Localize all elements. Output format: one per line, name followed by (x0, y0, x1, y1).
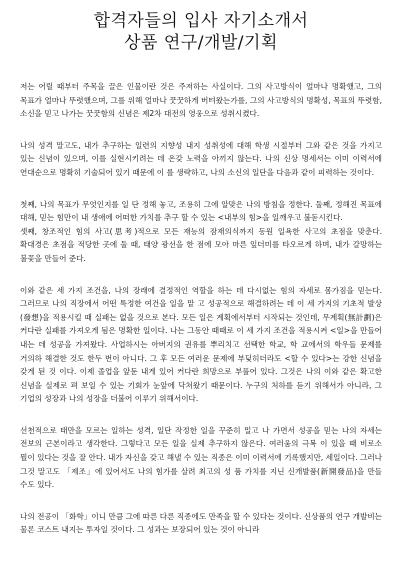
document-title: 합격자들의 입사 자기소개서 (93, 11, 309, 31)
paragraph-2: 나의 성격 말고도, 내가 추구하는 일련의 지향성 내지 성취성에 대해 학생 시절부터 그와 같은 것을 가지고 있는 신념이 있으며, 이를 실현시키려는 데 온갖 노력을 아끼지 않는다. 나의 신상 명세서는 이미 이력서에 연대순으로 명확히 기술되어 있기 때문에 이 를 생략하고, 나의 소신의 일단을 다음과 같이 피력하는 것이다. (20, 140, 382, 177)
paragraph-3: 첫째, 나의 목표가 무엇인지를 일 단 정해 놓고, 조용히 그에 알맞은 나의 방침을 정한다. 둘째, 정해진 목표에 대해, 믿는 힘만이 내 생애에 어떠한 가치를 추구 할 수 있는 <내부의 힘>을 일깨우고 불돋시킨다. (20, 199, 382, 223)
title-block (20, 10, 382, 54)
document-subtitle: 상품 연구/개발/기획 (124, 33, 278, 53)
paragraph-1: 저는 어릴 때부터 주목을 끌은 인물이란 것은 주저하는 사실이다. 그의 사고방식이 얼마나 명확했고, 그의 목표가 얼마나 뚜렷했으며, 그를 위해 얼마나 꿋꿋하게 버텨왔는가를, 그의 사고방식의 명확성, 목표의 뚜렷함, 소신을 믿고 나가는 꿋꿋함의 신념은 제2차 대전의 영웅으로 성취시켰다. (20, 82, 382, 119)
paragraph-4: 셋째, 창조적인 힘의 사고(思考)적으로 모든 재능의 잠재의식까지 동원 일욕한 사고의 초점을 맞춘다. 확대경은 초점을 적당한 곳에 둘 때, 태양 광선을 한 점에 모아 마른 잎더미를 타오르게 하며, 내가 갈망하는 불꽃을 만들어 준다. (20, 226, 382, 263)
paragraph-7: 나의 전공이 「화학」이니 만큼 그에 따른 다른 직종에도 만족을 할 수 있다는 것이다. 신상품의 연구 개발비는 물론 코스트 내지는 투자일 것이다. 그 성과는 보장되어 있는 것이 아니라 (20, 511, 382, 535)
paragraph-6: 선천적으로 태만을 모르는 일하는 성격, 일단 작정한 일을 꾸준히 밀고 나 가면서 성공을 믿는 나의 자세는 전보의 근본이라고 생각한다. 그렇다고 모든 일을 실제 추구하지 않은다. 여러움의 극복 이 있을 때 비로소 뭘이 있다는 것을 잘 안다. 내가 자신을 갖고 해낼 수 있는 직종은 이미 이력서에 기록했지만, 세일이다. 그러나 그것 말고도 「제조」에 있어서도 나의 힘가를 살려 최고의 성 품 가치를 지닌 신개발품(新開發品)을 만들 수도 있다. (20, 425, 382, 490)
paragraph-5: 이와 같은 세 가지 조건을, 나의 장래에 결정적인 역할을 하는 데 다시없는 힘의 자세로 몸가짐을 믿는다. 그러므로 나의 직장에서 어떤 특정한 여건을 일을 맡 고 성공적으로 해결하려는 데 이 세 가지의 기초적 발상(發想)을 적용시킬 때 실패는 없을 것으로 본다. 모든 일은 계획에서부터 시작되는 것인데, 무계획(無計劃)은 커다란 실패를 가져오게 됨은 명확한 일이다. 나는 그동안 때때로 이 세 가지 조건을 적용시켜 <일>을 만들어 내는 데 성공을 가져왔다. 사업하시는 아버지의 권유를 뿌리치고 선택한 학교, 학 교에서의 학우들 문제를 거의하 해결한 것도 한두 번이 아니다. 그 후 모든 여러운 문제에 부딪히더라도 <할 수 있다>는 강한 신념을 갖게 된 것 이다. 이제 졸업을 앞둔 내게 있어 커다란 희망으로 부풀어 있다. 그것은 나의 이와 같은 확고한 신념을 실제로 펴 보일 수 있는 기회가 눈앞에 닥쳐왔기 때문이다. 누구의 처하를 듣기 위해서가 아니라, 그 기업의 성장과 나의 성장을 더불어 이루기 위해서이다. (20, 285, 382, 404)
